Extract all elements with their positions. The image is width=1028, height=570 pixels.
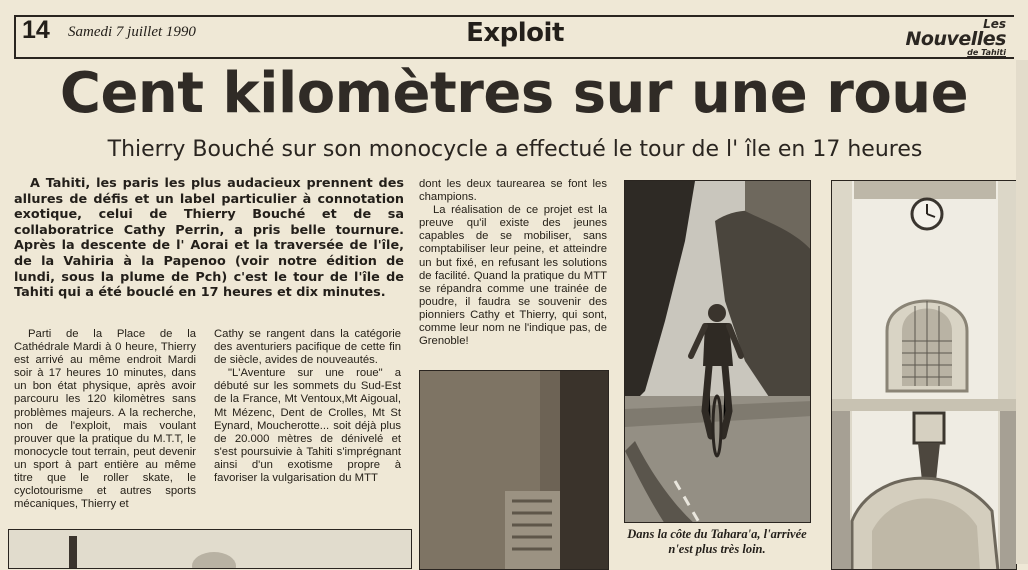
bottom-photo — [8, 529, 412, 569]
column-3-paragraph-1: dont les deux taurearea se font les champions. — [419, 178, 607, 204]
cyclist-photo-image — [625, 181, 811, 523]
section-rubric: Exploit — [466, 18, 564, 48]
lead-text: A Tahiti, les paris les plus audacieux prennent des allures de défis et un label particulier à connotation exotique, celui de Thierry Bouché et de sa collaboratrice Cathy Perrin, a pris belle tournure. Après la descente de l' Aorai et la traversée de l'île, de la Vahiria à la Papenoo (voir notre édition de lundi, sous la plume de Pch) c'est le tour de l'île de Tahiti qui a été bouclé en 17 heures et dix minutes. — [14, 176, 404, 301]
article-subheadline: Thierry Bouché sur son monocycle a effectué le tour de l' île en 17 heures — [107, 137, 923, 162]
photo-caption: Dans la côte du Tahara'a, l'arrivée n'est plus très loin. — [627, 527, 807, 556]
column-3-paragraph-2: La réalisation de ce projet est la preuve qu'il existe des jeunes capables de se mobiliser, sans comptabiliser leur peine, et atteindre un but fixé, en refusant les solutions de facilité. Quand la pratique du MTT se répandra comme une trainée de poudre, il faudra se souvenir des pionniers Cathy et Thierry, qui sont, comme leur nom ne l'indique pas, de Grenoble! — [419, 204, 607, 348]
logo-line-3: de Tahiti — [967, 48, 1006, 57]
column-2-paragraph-1: Cathy se rangent dans la catégorie des aventuriers pacifique de cette fin de siècle, avides de nouveautés. — [214, 328, 401, 367]
logo-line-2: Nouvelles — [905, 28, 1006, 50]
column-1 — [14, 328, 196, 511]
secondary-photo-image — [420, 371, 609, 570]
secondary-photo — [419, 370, 609, 570]
page-edge — [1016, 60, 1028, 564]
church-tower-photo-image — [832, 181, 1017, 570]
article-headline: Cent kilomètres sur une roue — [59, 61, 969, 126]
logo-line-1: Les — [983, 17, 1006, 31]
column-3 — [419, 178, 607, 348]
column-2-paragraph-2: "L'Aventure sur une roue" a débuté sur les sommets du Sud-Est de la France, Mt Ventoux,Mt Aigoual, Mt Mézenc, Dent de Crolles, Mt St Eynard, Moucherotte... soit déjà plus de 20.000 mètres de dénivelé et s'est poursuivie à Tahiti s'imprégnant ainsi d'un exotisme propre à favoriser la vulgarisation du MTT — [214, 367, 401, 485]
page-number: 14 — [22, 16, 50, 44]
column-2 — [214, 328, 401, 485]
bottom-photo-image — [9, 530, 412, 569]
newspaper-logo — [900, 18, 1006, 57]
church-tower-photo — [831, 180, 1017, 570]
article-lead — [14, 176, 404, 301]
column-1-paragraph: Parti de la Place de la Cathédrale Mardi à 0 heure, Thierry est arrivé au même endroit Mardi soir à 17 heures 10 minutes, dans un bon état physique, après avoir parcouru les 120 kilomètres sans problèmes majeurs. A la recherche, non de l'exploit, mais voulant prouver que la pratique du M.T.T, le monocycle tout terrain, peut devenir un sport à part entière au même titre que le roller skate, le cyclotourisme et autres sports mécaniques, Thierry et — [14, 328, 196, 511]
cyclist-photo — [624, 180, 811, 523]
issue-date: Samedi 7 juillet 1990 — [68, 24, 196, 40]
